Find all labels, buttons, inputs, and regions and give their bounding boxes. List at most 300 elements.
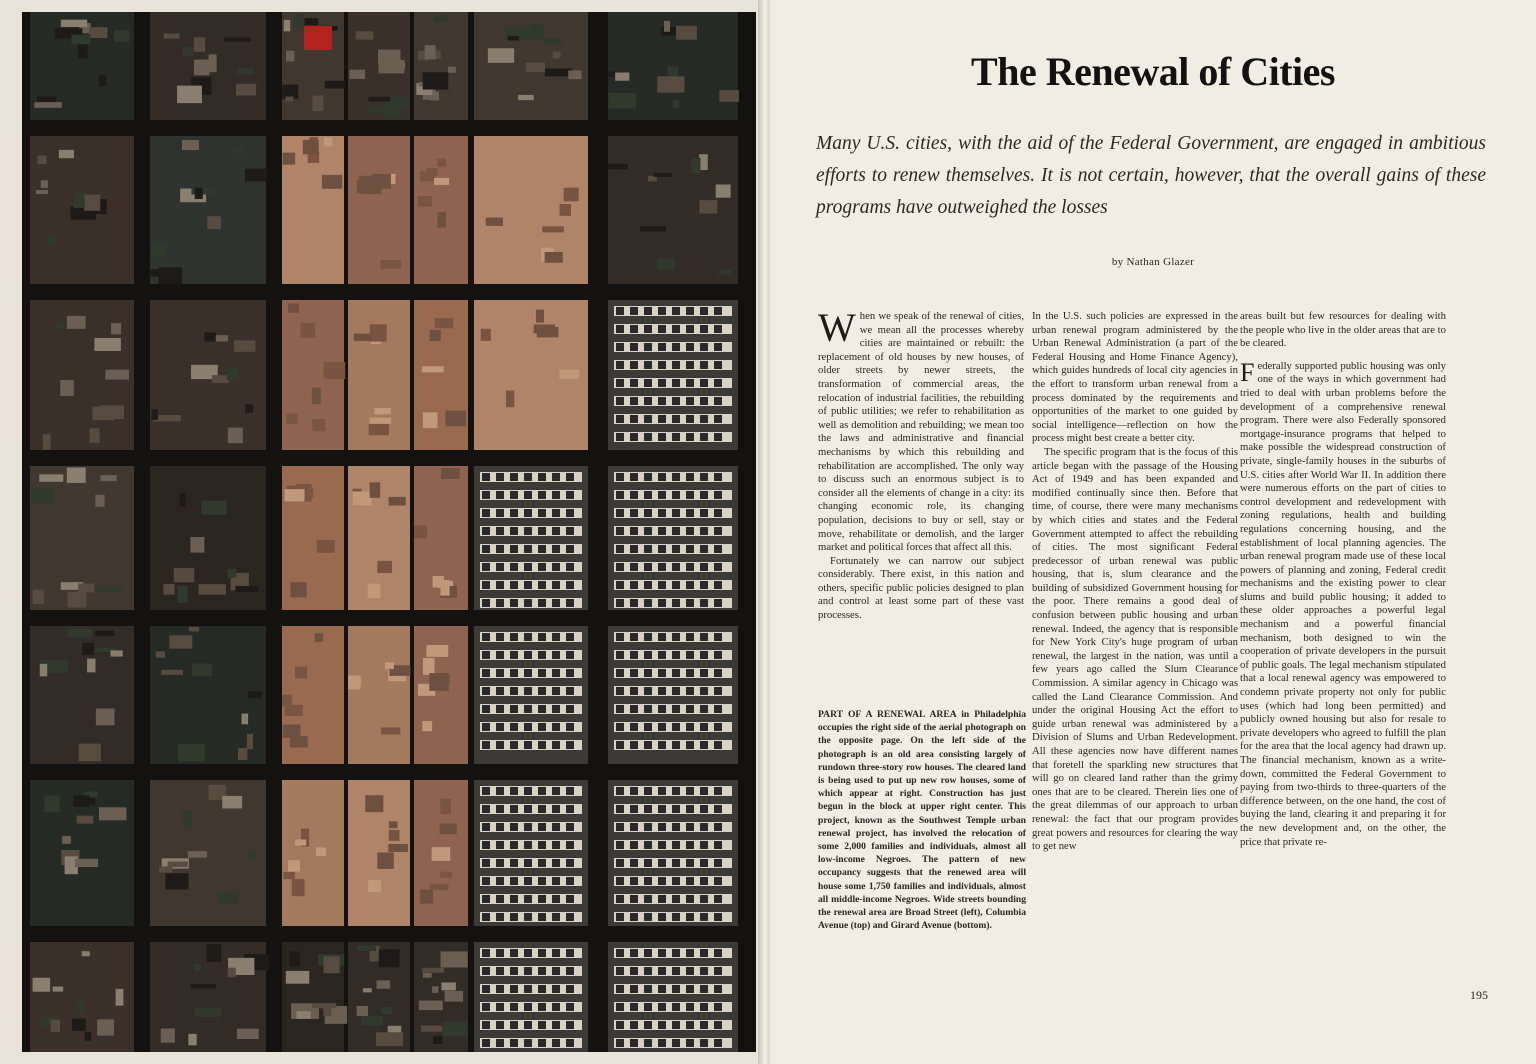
roof-unit — [686, 877, 694, 885]
roof-unit — [714, 841, 722, 849]
roof-unit — [686, 545, 694, 553]
roof-unit — [714, 895, 722, 903]
roof-unit — [672, 415, 680, 423]
building-roof — [67, 468, 86, 483]
lot-texture — [353, 491, 372, 505]
roof-unit — [658, 581, 666, 589]
building-roof — [178, 744, 205, 762]
roof-unit — [644, 705, 652, 713]
building-roof — [97, 1019, 114, 1035]
roof-unit — [700, 1039, 708, 1047]
roof-unit — [482, 723, 490, 731]
roof-unit — [538, 705, 546, 713]
lot-texture — [374, 408, 390, 414]
roof-unit — [672, 877, 680, 885]
roof-unit — [714, 491, 722, 499]
building-roof — [165, 873, 188, 889]
roof-unit — [658, 599, 666, 607]
building-roof — [152, 243, 167, 257]
roof-unit — [496, 823, 504, 831]
roof-unit — [616, 1021, 624, 1029]
roof-unit — [616, 325, 624, 333]
lot-texture — [288, 303, 299, 312]
roof-unit — [566, 509, 574, 517]
roof-unit — [616, 563, 624, 571]
roof-unit — [658, 1003, 666, 1011]
roof-unit — [686, 841, 694, 849]
roof-unit — [714, 651, 722, 659]
roof-unit — [524, 581, 532, 589]
paragraph: The specific program that is the focus of this article began with the passage of the Housing Act of 1949 and has been expanded and modified continually since then. Before that time, of course, there were many mechanisms by which cities and states and the Federal Government attempted to affect the rebuilding of cities. The most significant Federal predecessor of urban renewal was public housing, that is, slum clearance and the building of subsidized Government housing for the poor. There remains a good deal of confusion between public housing and urban renewal. Indeed, the agency that is responsible for New York City's huge program of urban renewal, the largest in the nation, was until a few years ago called the Slum Clearance Commission. A similar agency in Chicago was called the Land Clearance Commission. And under the original Housing Act the effort to guide urban renewal was administered by a Division of Slums and Urban Redevelopment. All these agencies now have different names that foretell the sparkling new structures that will go on cleared land rather than the grimy ones that are to be cleared. Therein lies one of the great dilemmas of our approach to urban renewal: the fact that our program provides great powers and resources for clearing the way to get new — [1032, 445, 1238, 853]
building-roof — [247, 734, 253, 750]
roof-unit — [658, 361, 666, 369]
roof-unit — [496, 805, 504, 813]
building-roof — [78, 583, 94, 592]
roof-unit — [496, 787, 504, 795]
roof-unit — [524, 967, 532, 975]
roof-unit — [630, 913, 638, 921]
roof-unit — [524, 841, 532, 849]
new-housing-block — [608, 942, 738, 1052]
roof-unit — [672, 723, 680, 731]
roof-unit — [524, 1039, 532, 1047]
roof-unit — [686, 1003, 694, 1011]
roof-unit — [538, 563, 546, 571]
roof-unit — [700, 913, 708, 921]
roof-unit — [672, 473, 680, 481]
roof-unit — [658, 913, 666, 921]
building-roof — [111, 650, 123, 656]
roof-unit — [658, 307, 666, 315]
roof-unit — [482, 633, 490, 641]
old-row-house-block — [30, 626, 134, 764]
roof-unit — [524, 669, 532, 677]
photo-caption: PART OF A RENEWAL AREA in Philadelphia occupies the right side of the aerial photograph on the opposite page. On the left side of the photograph is an old area consisting largely of rundown three-story row houses. The cleared land is being used to put up new row houses, some of which appear at right. Construction has just begun in the block at upper right center. This project, known as the Southwest Temple urban renewal project, has involved the relocation of some 2,000 families and individuals, almost all low-income Negroes. The pattern of new occupancy suggests that the renewed area will house some 1,750 families and individuals, almost all middle-income Negroes. Wide streets bounding the renewal area are Broad Street (left), Columbia Avenue (top) and Girard Avenue (bottom). — [818, 709, 1026, 932]
roof-unit — [644, 545, 652, 553]
roof-unit — [644, 325, 652, 333]
roof-unit — [552, 877, 560, 885]
lot-texture — [418, 196, 432, 207]
lot-texture — [422, 721, 432, 731]
building-roof — [357, 1006, 368, 1016]
roof-unit — [714, 545, 722, 553]
roof-unit — [552, 545, 560, 553]
roof-unit — [510, 895, 518, 903]
roof-unit — [714, 741, 722, 749]
lot-texture — [285, 489, 305, 501]
lot-texture — [564, 188, 579, 202]
roof-unit — [672, 599, 680, 607]
drop-cap: W — [818, 305, 856, 350]
roof-unit — [510, 741, 518, 749]
building-roof — [518, 95, 534, 100]
building-roof — [508, 36, 519, 41]
paragraph: In the U.S. such policies are expressed in the urban renewal program administered by the Urban Renewal Administration (a part of the Federal Housing and Home Finance Agency), which guides hundreds of local city agencies in the effort to transform urban renewal from a process dominated by the requirements and opportunities of the market to one guided by social intelligence—reflection on how the process might best create a better city. — [1032, 310, 1238, 445]
roof-unit — [538, 949, 546, 957]
roof-unit — [496, 599, 504, 607]
roof-unit — [686, 823, 694, 831]
building-roof — [615, 73, 629, 81]
roof-unit — [566, 859, 574, 867]
building-roof — [150, 269, 170, 276]
roof-unit — [538, 581, 546, 589]
roof-unit — [552, 1039, 560, 1047]
building-roof — [201, 501, 226, 515]
lot-texture — [381, 727, 400, 734]
roof-unit — [644, 651, 652, 659]
roof-unit — [482, 949, 490, 957]
roof-unit — [538, 859, 546, 867]
roof-unit — [700, 841, 708, 849]
lot-texture — [370, 482, 381, 497]
building-roof — [44, 796, 59, 813]
roof-unit — [616, 877, 624, 885]
roof-unit — [630, 805, 638, 813]
building-roof — [60, 380, 73, 396]
lot-texture — [423, 658, 435, 675]
building-roof — [699, 200, 717, 213]
building-roof — [95, 495, 104, 507]
roof-unit — [658, 473, 666, 481]
roof-unit — [510, 599, 518, 607]
lot-texture — [283, 872, 295, 879]
roof-unit — [672, 823, 680, 831]
roof-unit — [482, 805, 490, 813]
old-row-house-block — [414, 12, 468, 120]
building-roof — [664, 21, 670, 32]
article-byline: by Nathan Glazer — [1111, 256, 1195, 268]
roof-unit — [510, 1021, 518, 1029]
roof-unit — [496, 633, 504, 641]
building-roof — [204, 332, 215, 341]
building-roof — [79, 744, 101, 762]
roof-unit — [630, 599, 638, 607]
roof-unit — [510, 509, 518, 517]
roof-unit — [616, 509, 624, 517]
roof-unit — [714, 913, 722, 921]
roof-unit — [686, 859, 694, 867]
building-roof — [296, 1011, 310, 1019]
roof-unit — [482, 787, 490, 795]
roof-unit — [630, 307, 638, 315]
roof-unit — [686, 343, 694, 351]
roof-unit — [496, 1039, 504, 1047]
roof-unit — [672, 563, 680, 571]
roof-unit — [524, 599, 532, 607]
roof-unit — [510, 705, 518, 713]
building-roof — [443, 1021, 467, 1036]
building-roof — [286, 51, 294, 62]
lot-texture — [432, 847, 451, 861]
roof-unit — [658, 705, 666, 713]
building-roof — [43, 434, 51, 450]
building-roof — [84, 195, 100, 211]
building-roof — [188, 851, 207, 858]
building-roof — [212, 375, 229, 383]
roof-unit — [552, 805, 560, 813]
building-roof — [673, 100, 679, 108]
roof-unit — [644, 669, 652, 677]
roof-unit — [566, 723, 574, 731]
roof-unit — [644, 877, 652, 885]
building-roof — [75, 859, 98, 867]
roof-unit — [686, 669, 694, 677]
building-roof — [608, 164, 628, 170]
roof-unit — [686, 913, 694, 921]
building-roof — [74, 795, 90, 806]
building-roof — [193, 964, 200, 971]
roof-unit — [630, 723, 638, 731]
roof-unit — [496, 687, 504, 695]
roof-unit — [714, 1021, 722, 1029]
roof-unit — [630, 669, 638, 677]
roof-unit — [644, 787, 652, 795]
roof-unit — [496, 563, 504, 571]
roof-unit — [616, 343, 624, 351]
building-roof — [657, 259, 675, 270]
building-roof — [640, 226, 666, 231]
building-roof — [59, 150, 74, 158]
building-roof — [422, 968, 444, 973]
roof-unit — [510, 651, 518, 659]
roof-unit — [538, 877, 546, 885]
roof-unit — [552, 1021, 560, 1029]
roof-unit — [672, 397, 680, 405]
roof-unit — [538, 491, 546, 499]
roof-unit — [672, 967, 680, 975]
paragraph: areas built but few resources for dealing with the people who live in the older areas that are to be cleared. — [1240, 310, 1446, 350]
building-roof — [242, 714, 249, 725]
building-roof — [376, 980, 390, 988]
building-roof — [324, 956, 340, 973]
building-roof — [207, 944, 222, 962]
building-roof — [249, 853, 256, 859]
roof-unit — [700, 705, 708, 713]
roof-unit — [686, 985, 694, 993]
roof-unit — [644, 415, 652, 423]
building-roof — [195, 1008, 222, 1016]
building-roof — [245, 169, 267, 182]
roof-unit — [524, 823, 532, 831]
building-roof — [82, 643, 94, 655]
roof-unit — [686, 1039, 694, 1047]
roof-unit — [686, 415, 694, 423]
roof-unit — [714, 805, 722, 813]
building-roof — [608, 93, 636, 109]
roof-unit — [496, 841, 504, 849]
building-roof — [67, 316, 86, 329]
building-roof — [234, 149, 243, 153]
roof-unit — [658, 633, 666, 641]
lot-texture — [545, 252, 563, 263]
roof-unit — [644, 687, 652, 695]
roof-unit — [672, 433, 680, 441]
lot-texture — [536, 310, 544, 323]
roof-unit — [630, 527, 638, 535]
roof-unit — [700, 379, 708, 387]
building-roof — [161, 1028, 175, 1042]
cleared-lot — [414, 136, 468, 284]
building-roof — [74, 193, 85, 208]
roof-unit — [644, 473, 652, 481]
new-housing-block — [608, 300, 738, 450]
roof-unit — [496, 741, 504, 749]
roof-unit — [510, 823, 518, 831]
building-roof — [323, 1006, 331, 1016]
roof-unit — [700, 343, 708, 351]
building-roof — [72, 1019, 86, 1031]
roof-unit — [616, 1039, 624, 1047]
roof-unit — [482, 581, 490, 589]
lot-texture — [542, 226, 564, 232]
roof-unit — [538, 545, 546, 553]
building-roof — [82, 951, 90, 956]
building-roof — [526, 63, 545, 72]
building-roof — [182, 46, 193, 56]
roof-unit — [616, 967, 624, 975]
roof-unit — [700, 397, 708, 405]
roof-unit — [714, 877, 722, 885]
roof-unit — [644, 491, 652, 499]
roof-unit — [672, 895, 680, 903]
roof-unit — [630, 741, 638, 749]
building-roof — [434, 15, 449, 22]
roof-unit — [524, 563, 532, 571]
building-roof — [168, 862, 188, 868]
roof-unit — [482, 491, 490, 499]
roof-unit — [686, 433, 694, 441]
roof-unit — [700, 967, 708, 975]
roof-unit — [552, 599, 560, 607]
building-roof — [31, 489, 54, 504]
roof-unit — [482, 527, 490, 535]
roof-unit — [658, 949, 666, 957]
roof-unit — [644, 805, 652, 813]
roof-unit — [700, 895, 708, 903]
roof-unit — [566, 841, 574, 849]
building-roof — [304, 18, 318, 25]
lot-texture — [437, 159, 446, 167]
roof-unit — [482, 985, 490, 993]
roof-unit — [552, 705, 560, 713]
roof-unit — [496, 859, 504, 867]
lot-texture — [440, 872, 452, 878]
roof-unit — [616, 307, 624, 315]
roof-unit — [630, 361, 638, 369]
roof-unit — [700, 805, 708, 813]
roof-unit — [658, 343, 666, 351]
building-roof — [423, 973, 432, 978]
building-roof — [61, 20, 87, 27]
roof-unit — [566, 687, 574, 695]
roof-unit — [700, 545, 708, 553]
lot-texture — [370, 418, 392, 424]
building-roof — [99, 807, 127, 820]
roof-unit — [552, 1003, 560, 1011]
roof-unit — [644, 361, 652, 369]
roof-unit — [672, 361, 680, 369]
roof-unit — [552, 633, 560, 641]
building-roof — [198, 584, 226, 594]
roof-unit — [644, 581, 652, 589]
roof-unit — [700, 687, 708, 695]
building-roof — [378, 50, 401, 65]
building-roof — [236, 586, 259, 592]
roof-unit — [482, 1021, 490, 1029]
roof-unit — [658, 841, 666, 849]
roof-unit — [538, 913, 546, 921]
roof-unit — [482, 913, 490, 921]
roof-unit — [672, 787, 680, 795]
roof-unit — [714, 379, 722, 387]
lot-texture — [324, 362, 346, 379]
roof-unit — [672, 705, 680, 713]
roof-unit — [644, 913, 652, 921]
roof-unit — [714, 527, 722, 535]
roof-unit — [630, 343, 638, 351]
roof-unit — [686, 723, 694, 731]
building-roof — [190, 537, 204, 553]
roof-unit — [496, 669, 504, 677]
roof-unit — [616, 841, 624, 849]
lot-texture — [380, 260, 401, 269]
building-roof — [657, 76, 684, 92]
building-roof — [441, 982, 455, 990]
roof-unit — [714, 1003, 722, 1011]
roof-unit — [510, 563, 518, 571]
aerial-city-grid — [22, 12, 756, 1052]
lot-texture — [420, 890, 433, 904]
lot-texture — [560, 204, 571, 216]
roof-unit — [524, 859, 532, 867]
lot-texture — [301, 323, 316, 338]
roof-unit — [644, 723, 652, 731]
roof-unit — [566, 651, 574, 659]
building-roof — [568, 70, 581, 79]
roof-unit — [644, 1039, 652, 1047]
roof-unit — [700, 563, 708, 571]
roof-unit — [552, 581, 560, 589]
lot-texture — [506, 391, 514, 408]
roof-unit — [538, 805, 546, 813]
building-roof — [676, 26, 697, 40]
roof-unit — [510, 877, 518, 885]
roof-unit — [714, 415, 722, 423]
roof-unit — [566, 563, 574, 571]
lot-texture — [414, 525, 427, 538]
roof-unit — [552, 841, 560, 849]
lot-texture — [315, 633, 323, 642]
building-roof — [312, 95, 323, 111]
roof-unit — [672, 841, 680, 849]
building-roof — [228, 968, 236, 978]
roof-unit — [686, 687, 694, 695]
roof-unit — [714, 581, 722, 589]
building-roof — [195, 188, 203, 199]
lot-texture — [312, 419, 325, 431]
roof-unit — [700, 633, 708, 641]
building-roof — [94, 338, 120, 351]
roof-unit — [714, 967, 722, 975]
roof-unit — [538, 687, 546, 695]
roof-unit — [566, 985, 574, 993]
roof-unit — [686, 599, 694, 607]
roof-unit — [700, 307, 708, 315]
red-roof-building — [304, 26, 332, 50]
roof-unit — [566, 473, 574, 481]
new-housing-block — [474, 942, 588, 1052]
roof-unit — [700, 985, 708, 993]
